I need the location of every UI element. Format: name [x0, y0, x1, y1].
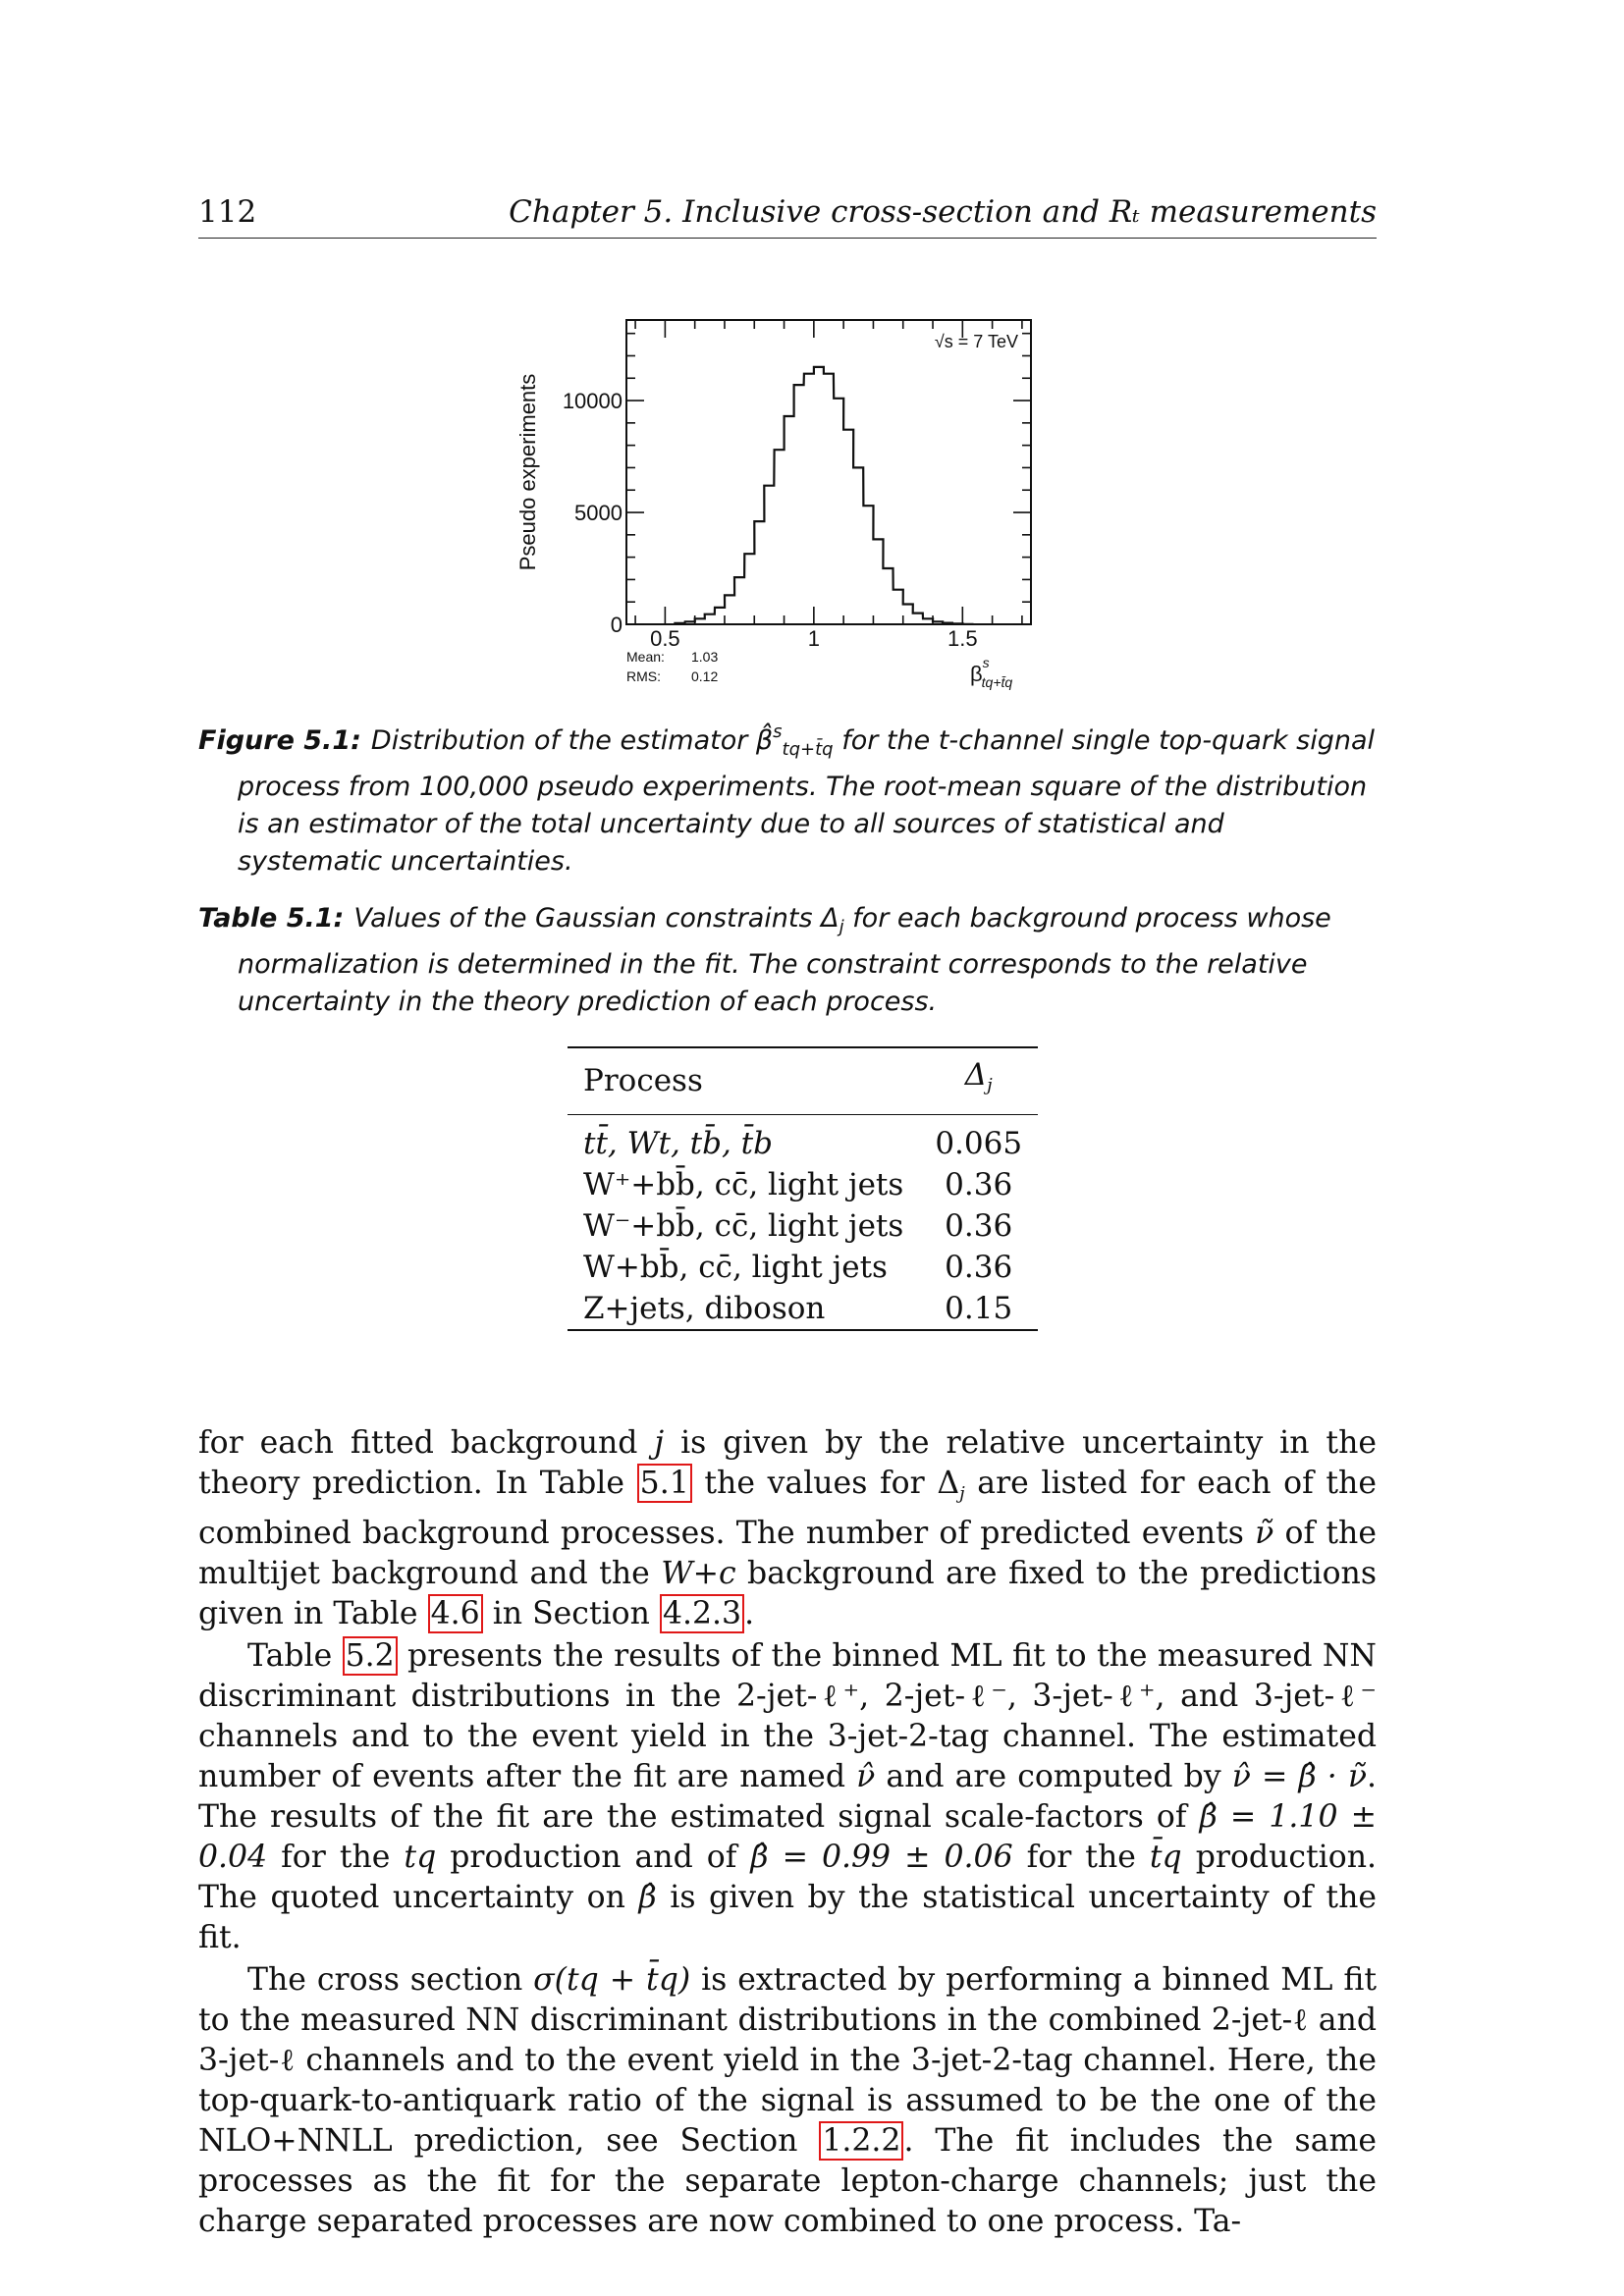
histogram-figure — [491, 304, 1041, 697]
table-caption-text: Values of the Gaussian constraints Δ — [353, 903, 839, 934]
table-caption-sub: j — [839, 917, 844, 937]
x-axis-label: $\beta^s$ tq+t̄q — [970, 655, 1013, 690]
figure-caption-beta: β̂ — [755, 725, 774, 756]
delta-cell: 0.065 — [935, 1126, 1023, 1161]
running-header: Chapter 5. Inclusive cross-section and Rₜ measurements — [509, 194, 1377, 230]
x-tick-label: 0.5 — [650, 626, 680, 651]
header-delta-sub: j — [987, 1075, 993, 1095]
table-row — [568, 1247, 1038, 1288]
process-cell: W⁻+bb̄, cc̄, light jets — [583, 1208, 904, 1244]
x-tick-labels — [650, 626, 978, 651]
y-tick-label: 10000 — [562, 389, 623, 414]
header-delta-symbol: Δ — [964, 1057, 988, 1093]
stats-mean-value: 1.03 — [691, 649, 719, 665]
y-tick-label: 5000 — [574, 501, 623, 526]
delta-cell: 0.36 — [945, 1208, 1013, 1244]
x-tick-label: 1 — [807, 626, 820, 651]
delta-cell: 0.15 — [945, 1291, 1013, 1326]
table-caption — [198, 900, 1377, 1021]
figure-caption-beta-sup: s — [773, 721, 783, 742]
section-ref-link[interactable]: 1.2.2 — [819, 2121, 903, 2161]
process-cell: W⁺+bb̄, cc̄, light jets — [583, 1167, 904, 1202]
section-ref-link[interactable]: 4.2.3 — [660, 1594, 744, 1633]
figure-caption-text: -channel single top-quark signal process from 100,000 pseudo experiments. The root-mean square of the distribution is an estimator of the total uncertainty due to all sources of statistical and systematic uncertainties. — [238, 725, 1376, 877]
y-tick-labels — [563, 389, 623, 637]
process-cell: W+bb̄, cc̄, light jets — [583, 1250, 888, 1285]
body-text — [198, 1423, 1377, 2242]
figure-caption-label: Figure 5.1: — [198, 725, 361, 756]
constraints-table — [568, 1046, 1038, 1331]
table-row — [568, 1205, 1038, 1247]
figure-caption — [198, 714, 1377, 881]
plot-frame — [626, 320, 1031, 624]
x-tick-label: 1.5 — [947, 626, 978, 651]
stats-rms-value: 0.12 — [691, 668, 719, 684]
histogram-series — [675, 367, 972, 624]
table-ref-link[interactable]: 5.2 — [343, 1636, 398, 1676]
header-delta — [919, 1047, 1038, 1115]
paragraph: for each fitted background j is given by the relative uncertainty in the theory prediction. In Table 5.1 the values for $\Delta_j$ are listed for each of the combined background processes. The number of predicted events ν̃ of the multijet background and the W+c background are fixed to the predictions given in Table 4.6 in Section 4.2.3. — [198, 1425, 1377, 1631]
table-caption-text: for each background process whose normalization is determined in the fit. The constraint corresponds to the relative uncertainty in the theory prediction of each process. — [238, 903, 1331, 1017]
table-row — [568, 1164, 1038, 1205]
table-ref-link[interactable]: 5.1 — [637, 1464, 692, 1503]
paragraph: The cross section σ(tq + t̄q) is extracted by performing a binned ML fit to the measured NN discriminant distributions in the combined 2-jet-ℓ and 3-jet-ℓ channels and to the event yield in the 3-jet-2-tag channel. Here, the top-quark-to-antiquark ratio of the signal is assumed to be the one of the NLO+NNLL prediction, see Section 1.2.2. The fit includes the same processes as the fit for the separate lepton-charge channels; just the charge separated processes are now combined to one process. Ta- — [198, 1962, 1377, 2239]
header-process: Process — [583, 1062, 703, 1098]
table-ref-link[interactable]: 4.6 — [428, 1594, 483, 1633]
page-number: 112 — [198, 194, 257, 230]
process-cell: Z+jets, diboson — [583, 1291, 826, 1326]
energy-annotation: √s = 7 TeV — [934, 332, 1018, 351]
delta-cell: 0.36 — [945, 1250, 1013, 1285]
paragraph: Table 5.2 presents the results of the binned ML fit to the measured NN discriminant distributions in the 2-jet-ℓ⁺, 2-jet-ℓ⁻, 3-jet-ℓ⁺, and 3-jet-ℓ⁻ channels and to the event yield in the 3-jet-2-tag channel. The estimated number of events after the fit are named ν̂ and are computed by ν̂ = β̂ · ν̃. The results of the fit are the estimated signal scale-factors of β̂ = 1.10 ± 0.04 for the tq production and of β̂ = 0.99 ± 0.06 for the t̄q production. The quoted uncertainty on β̂ is given by the statistical uncertainty of the fit. — [198, 1638, 1378, 1955]
stats-rms-label: RMS: — [626, 668, 661, 684]
table-row — [568, 1115, 1038, 1165]
process-cell: tt̄, Wt, tb̄, t̄b — [583, 1126, 773, 1161]
table-row — [568, 1288, 1038, 1330]
header-rule — [198, 238, 1377, 239]
y-axis-label: Pseudo experiments — [515, 373, 540, 571]
figure-caption-text: for the — [833, 725, 939, 756]
figure-caption-beta-sub: tq+t̄q — [782, 739, 834, 760]
axis-ticks — [626, 320, 1031, 624]
table-caption-label: Table 5.1: — [198, 903, 345, 934]
stats-mean-label: Mean: — [626, 649, 665, 665]
table-header-row — [568, 1047, 1038, 1115]
figure-caption-text: Distribution of the estimator — [370, 725, 756, 756]
y-tick-label: 0 — [610, 613, 623, 637]
figure-caption-t: t — [938, 725, 949, 756]
delta-cell: 0.36 — [945, 1167, 1013, 1202]
